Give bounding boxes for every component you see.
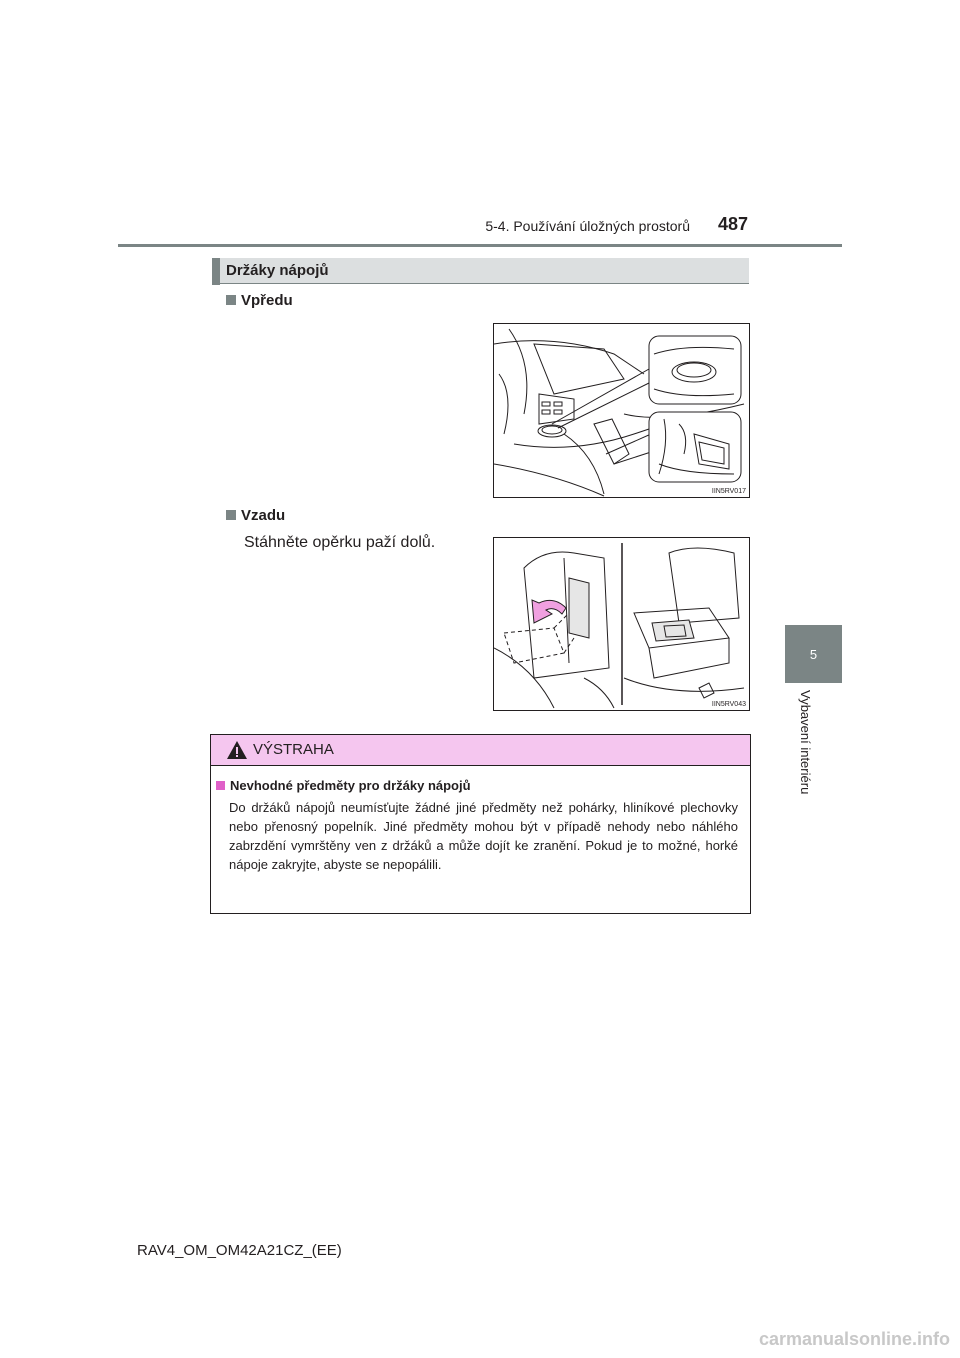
- front-cup-holder-illustration: [493, 323, 750, 498]
- watermark: carmanualsonline.info: [758, 1329, 950, 1349]
- section-heading: Držáky nápojů: [226, 262, 329, 279]
- subheading-rear-text: Vzadu: [241, 507, 286, 524]
- section-heading-marker: [212, 258, 220, 285]
- square-bullet-icon: [226, 295, 236, 305]
- chapter-tab: [785, 625, 842, 683]
- warning-subtitle: [216, 778, 471, 793]
- subheading-front: [226, 292, 293, 309]
- subheading-rear: [226, 507, 285, 524]
- pink-square-bullet-icon: [216, 781, 225, 790]
- square-bullet-icon: [226, 510, 236, 520]
- warning-title: VÝSTRAHA: [253, 741, 334, 758]
- chapter-number: 5: [809, 646, 818, 662]
- front-console-drawing: [494, 324, 749, 497]
- rear-armrest-drawing: [494, 538, 749, 710]
- chapter-label: Vybavení interiéru: [798, 690, 813, 795]
- warning-body: Do držáků nápojů neumísťujte žádné jiné předměty než pohárky, hliníkové plechovky nebo přenosný popelník. Jiné předměty mohou být v případě nehody nebo náhlého zabrzdění vymrštěny ven z držáků a může dojít ke zranění. Pokud je to možné, horké nápoje zakryjte, abyste se nepopálili.: [229, 800, 738, 872]
- warning-triangle-icon: [226, 740, 248, 760]
- header-rule: [118, 244, 842, 247]
- fold-down-arrow-icon: [532, 600, 566, 623]
- section-reference: 5-4. Používání úložných prostorů: [485, 218, 690, 234]
- rear-armrest-illustration: [493, 537, 750, 711]
- rear-instruction: Stáhněte opěrku paží dolů.: [244, 534, 436, 551]
- warning-subtitle-text: Nevhodné předměty pro držáky nápojů: [230, 778, 471, 793]
- subheading-front-text: Vpředu: [241, 292, 293, 309]
- figure-code: IIN5RV043: [711, 701, 746, 708]
- page-number: 487: [718, 214, 749, 234]
- figure-code: IIN5RV017: [711, 488, 746, 495]
- document-code: RAV4_OM_OM42A21CZ_(EE): [137, 1242, 342, 1259]
